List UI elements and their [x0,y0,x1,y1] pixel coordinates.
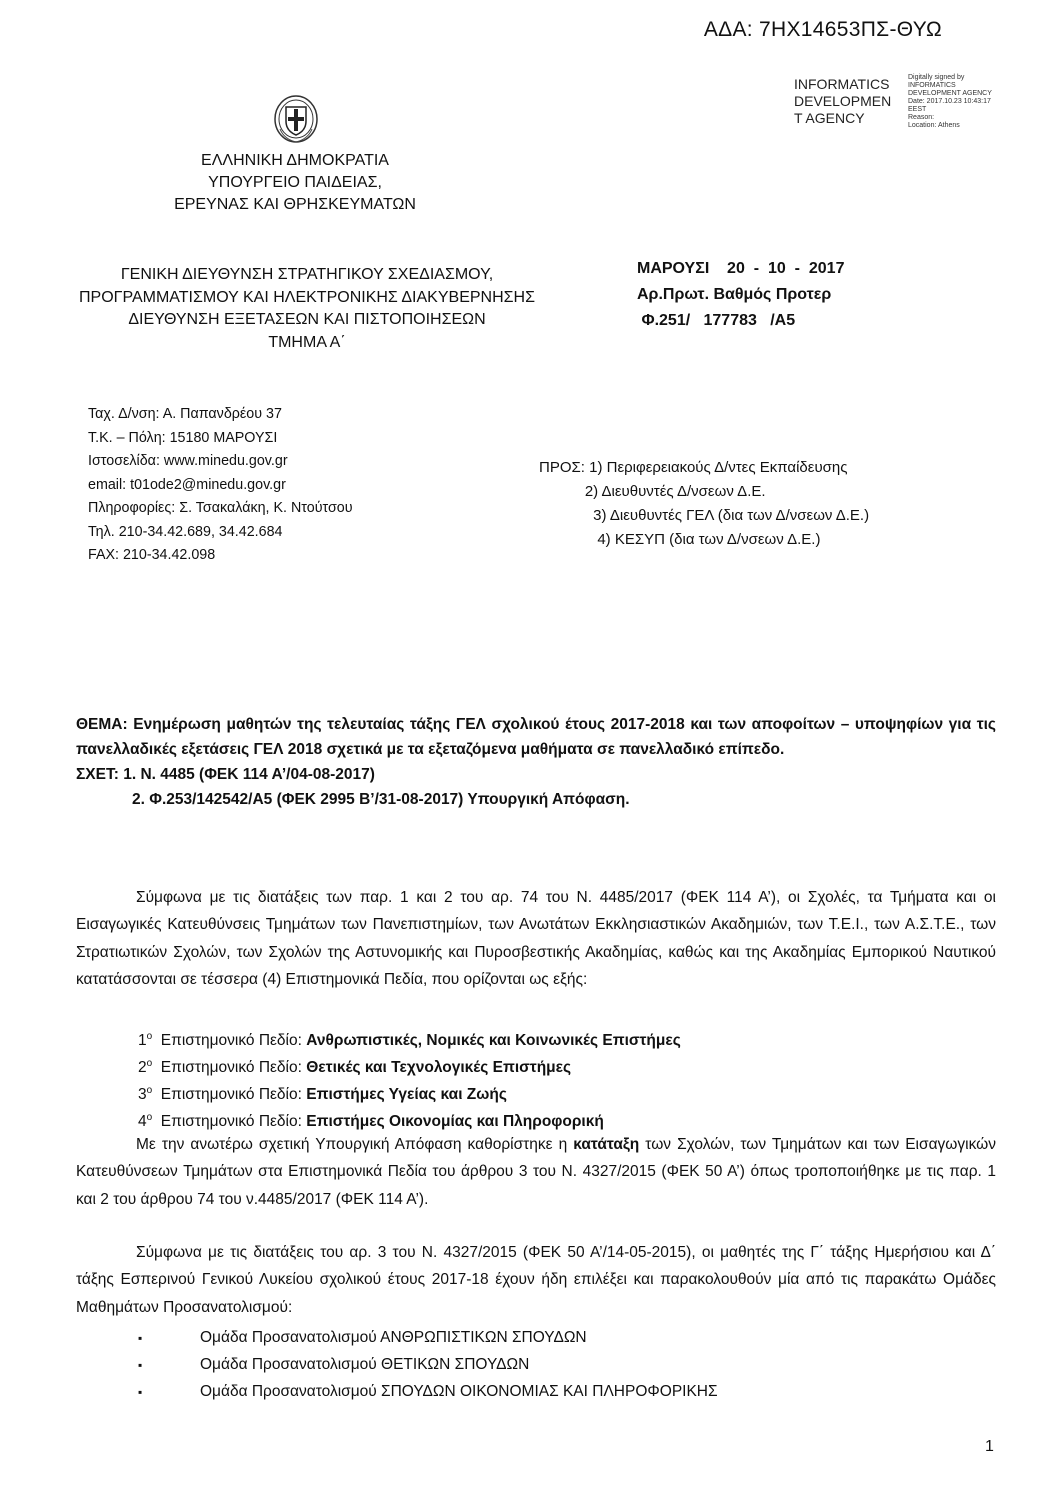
paragraph-3: Σύμφωνα με τις διατάξεις του αρ. 3 του Ν. 4327/2015 (ΦΕΚ 50 Α’/14-05-2015), οι μαθητές της Γ΄ τάξης Ημερήσιου και Δ΄ τάξης Εσπερινού Γενικού Λυκείου σχολικού έτους 2017-18 έχουν ήδη επιλέξει και παρακολουθούν μία από τις παρακάτω Ομάδες Μαθημάτων Προσανατολισμού: [76,1244,996,1316]
recipients-list: ΠΡΟΣ: 1) Περιφερειακούς Δ/ντες Εκπαίδευσης 2) Διευθυντές Δ/νσεων Δ.Ε. 3) Διευθυντές ΓΕΛ (δια των Δ/νσεων Δ.Ε.) 4) ΚΕΣΥΠ (δια των Δ/νσεων Δ.Ε.) [539,459,870,548]
subject-block [76,712,996,812]
subject-text: ΘΕΜΑ: Ενημέρωση μαθητών της τελευταίας τάξης ΓΕΛ σχολικού έτους 2017-2018 και των αποφοίτων – υποψηφίων για τις πανελλαδικές εξετάσεις ΓΕΛ 2018 σχετικά με τα εξεταζόμενα μαθήματα σε πανελλαδικό επίπεδο. [76,716,996,758]
list-item: ▪ Ομάδα Προσανατολισμού ΑΝΘΡΩΠΙΣΤΙΚΩΝ ΣΠΟΥΔΩΝ [138,1329,587,1346]
list-item: ▪ Ομάδα Προσανατολισμού ΘΕΤΙΚΩΝ ΣΠΟΥΔΩΝ [138,1356,530,1373]
date-protocol-block: ΜΑΡΟΥΣΙ 20 - 10 - 2017 Αρ.Πρωτ. Βαθμός Προτερ Φ.251/ 177783 /Α5 [637,260,845,329]
department-header: ΓΕΝΙΚΗ ΔΙΕΥΘΥΝΣΗ ΣΤΡΑΤΗΓΙΚΟΥ ΣΧΕΔΙΑΣΜΟΥ, ΠΡΟΓΡΑΜΜΑΤΙΣΜΟΥ ΚΑΙ ΗΛΕΚΤΡΟΝΙΚΗΣ ΔΙΑΚΥΒΕΡΝΗΣΗΣ ΔΙΕΥΘΥΝΣΗ ΕΞΕΤΑΣΕΩΝ ΚΑΙ ΠΙΣΤΟΠΟΙΗΣΕΩΝ ΤΜΗΜΑ Α΄ [79,266,535,351]
signature-meta: Digitally signed by INFORMATICS DEVELOPMENT AGENCY Date: 2017.10.23 10:43:17 EEST Reason: Location: Athens [908,74,992,129]
reference-1: ΣΧΕΤ: 1. Ν. 4485 (ΦΕΚ 114 Α’/04-08-2017) [76,766,375,783]
reference-2: 2. Φ.253/142542/Α5 (ΦΕΚ 2995 Β’/31-08-2017) Υπουργική Απόφαση. [132,791,630,808]
government-header: ΕΛΛΗΝΙΚΗ ΔΗΜΟΚΡΑΤΙΑ ΥΠΟΥΡΓΕΙΟ ΠΑΙΔΕΙΑΣ, ΕΡΕΥΝΑΣ ΚΑΙ ΘΡΗΣΚΕΥΜΑΤΩΝ [174,152,416,213]
field-item: $3^o$ Επιστημονικό Πεδίο: Επιστήμες Υγείας και Ζωής [138,1085,507,1104]
greek-coat-of-arms-icon [272,93,320,145]
ada-code: ΑΔΑ: 7ΗΧ14653ΠΣ-ΘΥΩ [703,18,942,41]
digital-signature [794,74,992,129]
paragraph-1: Σύμφωνα με τις διατάξεις των παρ. 1 και 2 του αρ. 74 του Ν. 4485/2017 (ΦΕΚ 114 Α’), οι Σχολές, τα Τμήματα και οι Εισαγωγικές Κατευθύνσεις Τμημάτων των Πανεπιστημίων, των Ανωτάτων Εκκλησιαστικών Ακαδημιών, των Τ.Ε.Ι., των Α.Σ.Τ.Ε., των Στρατιωτικών Σχολών, των Σχολών της Αστυνομικής και Πυροσβεστικής Ακαδημίας, καθώς και της Ακαδημίας Εμπορικού Ναυτικού κατατάσσονται σε τέσσερα (4) Επιστημονικά Πεδία, που ορίζονται ως εξής: [76,889,996,988]
paragraph-2: Με την ανωτέρω σχετική Υπουργική Απόφαση καθορίστηκε η κατάταξη των Σχολών, των Τμημάτων και των Εισαγωγικών Κατευθύνσεων Τμημάτων στα Επιστημονικά Πεδία του άρθρου 3 του Ν. 4327/2015 (ΦΕΚ 50 Α’) όπως τροποποιήθηκε με τις παρ. 1 και 2 του άρθρου 74 του ν.4485/2017 (ΦΕΚ 114 Α’). [76,1136,996,1208]
field-item: $4^o$ Επιστημονικό Πεδίο: Επιστήμες Οικονομίας και Πληροφορική [138,1112,604,1131]
signer-name: INFORMATICS DEVELOPMEN T AGENCY [794,76,892,126]
field-item: $1^o$ Επιστημονικό Πεδίο: Ανθρωπιστικές, Νομικές και Κοινωνικές Επιστήμες [138,1031,681,1050]
list-item: ▪ Ομάδα Προσανατολισμού ΣΠΟΥΔΩΝ ΟΙΚΟΝΟΜΙΑΣ ΚΑΙ ΠΛΗΡΟΦΟΡΙΚΗΣ [138,1383,718,1400]
contact-info: Ταχ. Δ/νση: Α. Παπανδρέου 37 Τ.Κ. – Πόλη: 15180 ΜΑΡΟΥΣΙ Ιστοσελίδα: www.minedu.gov.gr email: t01ode2@minedu.gov.gr Πληροφορίες: Σ. Τσακαλάκη, Κ. Ντούτσου Τηλ. 210-34.42.689, 34.42.684 FAX: 210-34.42.098 [88,406,353,563]
field-item: $2^o$ Επιστημονικό Πεδίο: Θετικές και Τεχνολογικές Επιστήμες [138,1058,572,1077]
page-number: 1 [985,1438,994,1455]
